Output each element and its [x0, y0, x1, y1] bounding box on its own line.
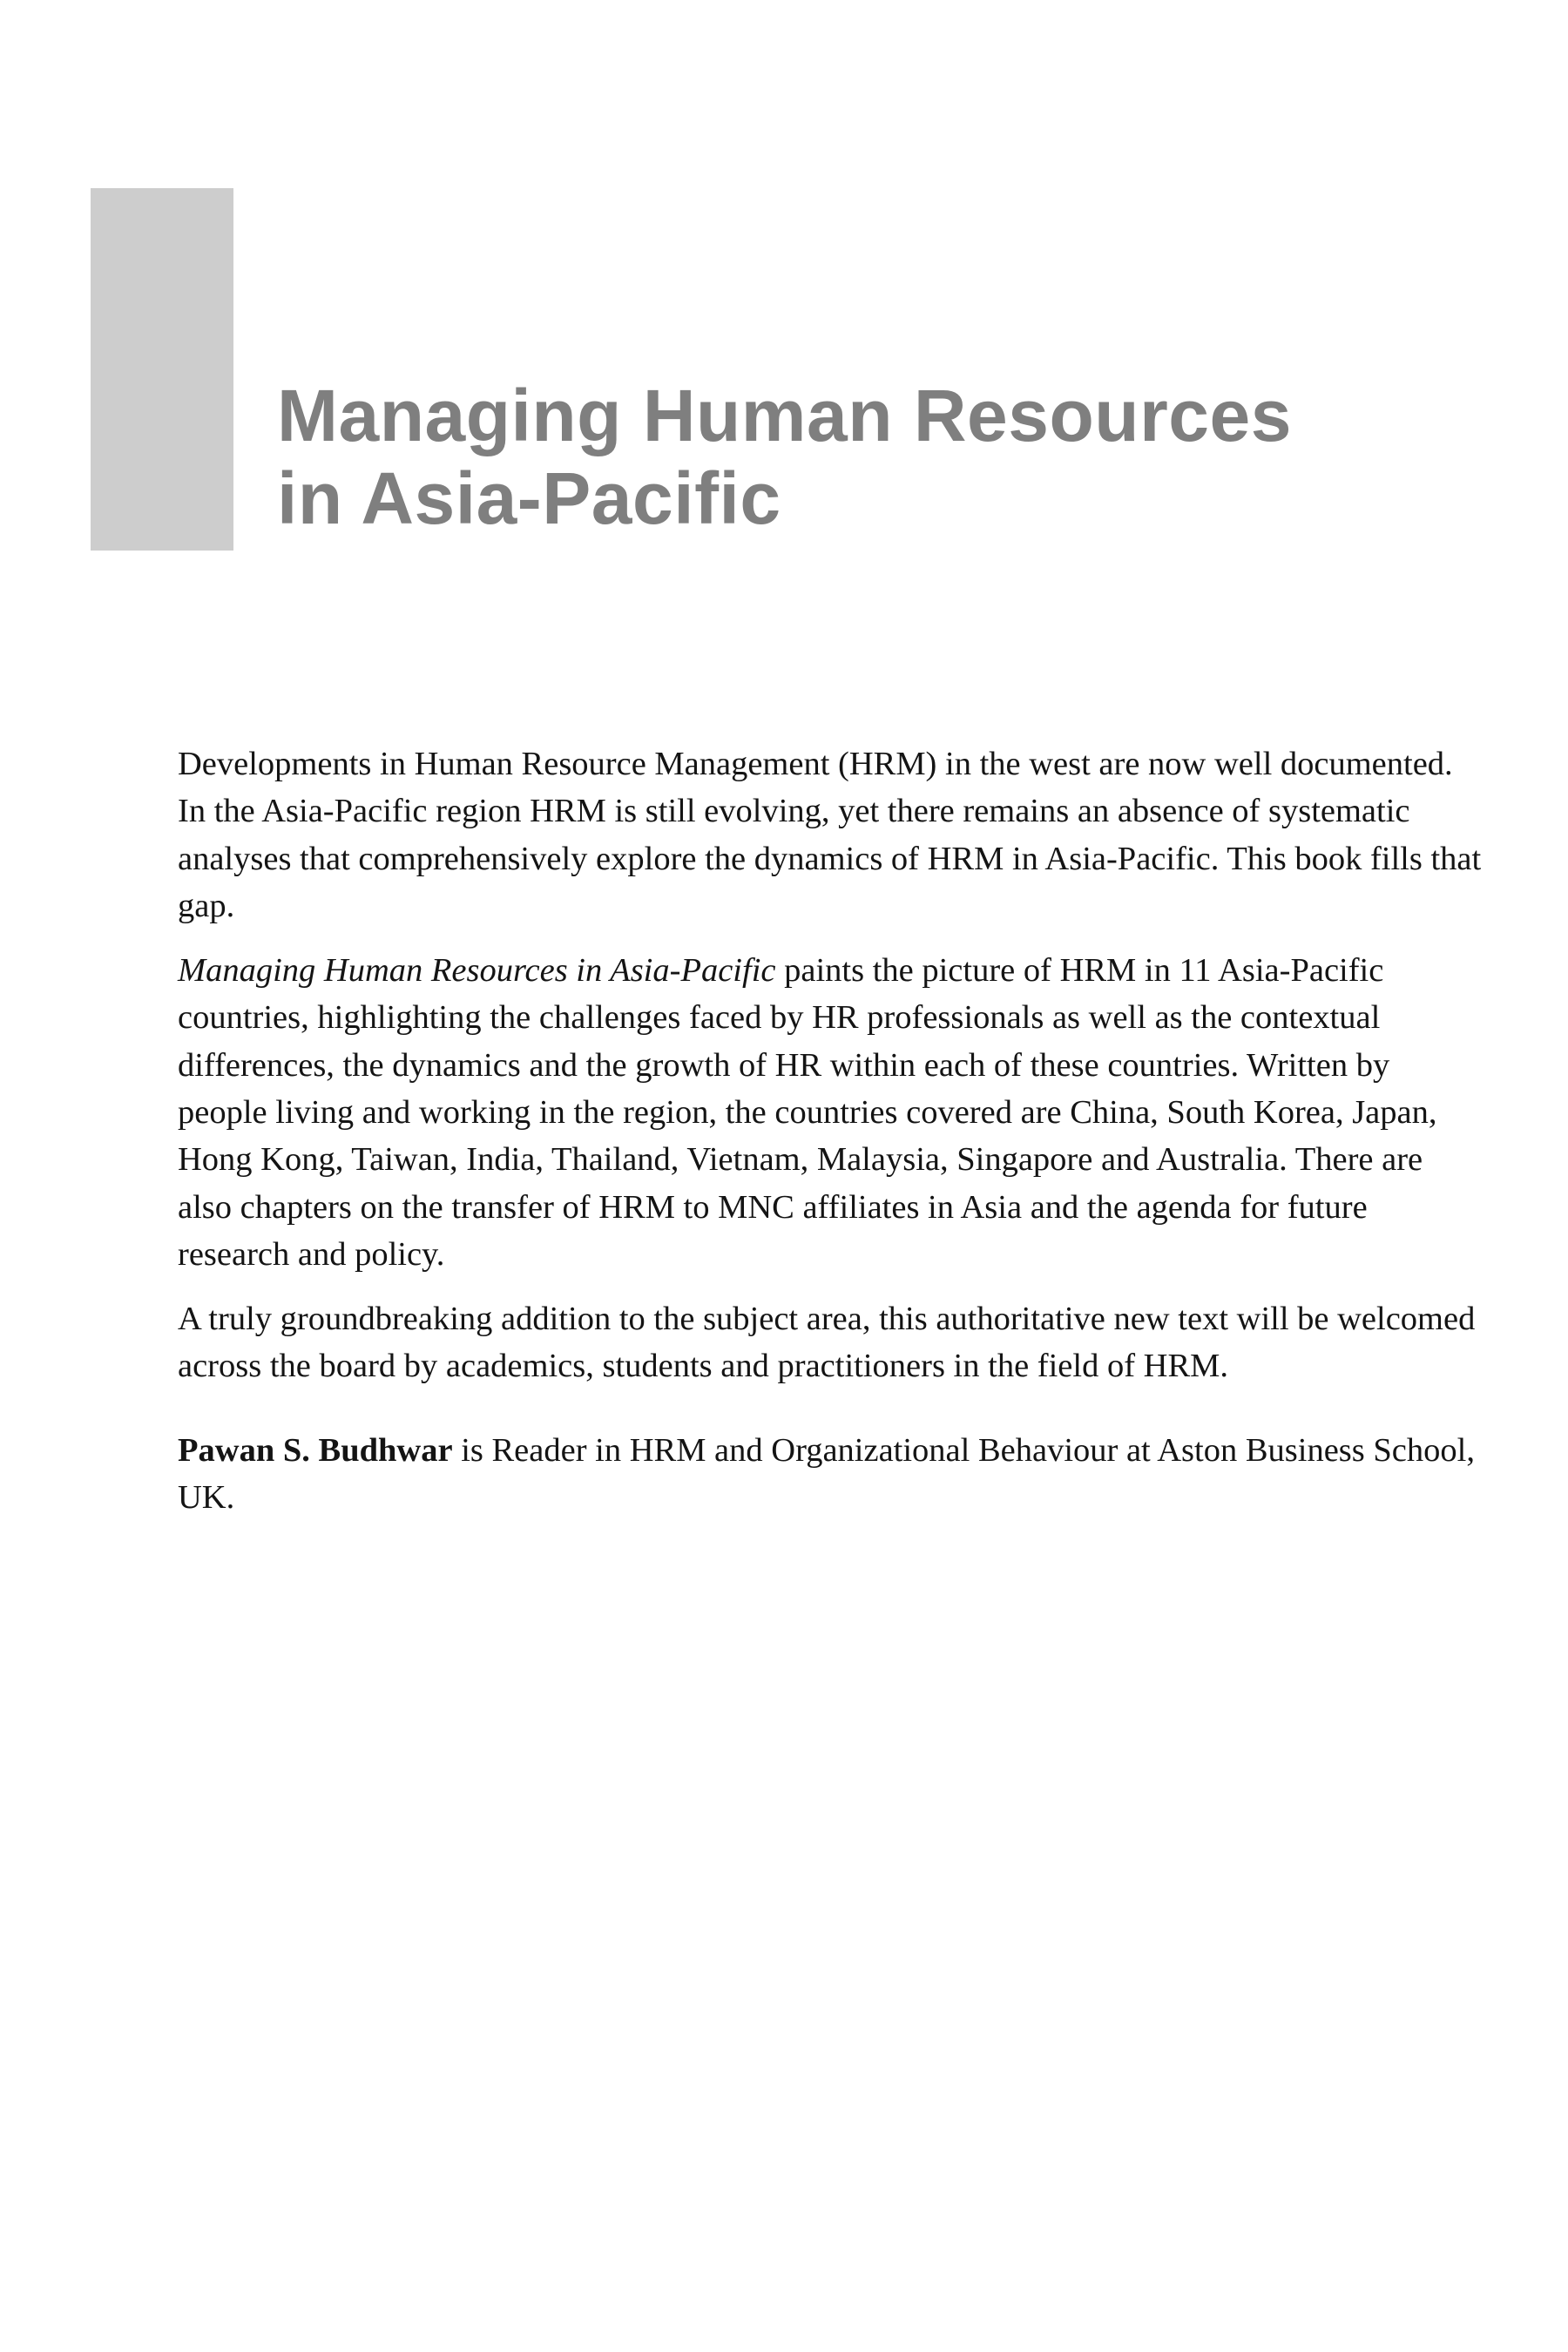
description-paragraph-1: Developments in Human Resource Management (HRM) in the west are now well documented. In the Asia-Pacific region HRM is still evolving, yet there remains an absence of systematic analyses that comprehensively explore the dynamics of HRM in Asia-Pacific. This book fills that gap. — [178, 746, 1482, 924]
book-title — [277, 375, 1409, 540]
description-paragraph-3: A truly groundbreaking addition to the subject area, this authoritative new text will be welcomed across the board by academics, students and practitioners in the field of HRM. — [178, 1301, 1476, 1385]
book-title-line-2: in Asia-Pacific — [277, 456, 781, 539]
description-paragraph-2-text: paints the picture of HRM in 11 Asia-Pacific countries, highlighting the challenges faced by HR professionals as well as the contextual differences, the dynamics and the growth of HR within each of these countries. Written by people living and working in the region, the countries covered are China, South Korea, Japan, Hong Kong, Taiwan, India, Thailand, Vietnam, Malaysia, Singapore and Australia. There are also chapters on the transfer of HRM to MNC affiliates in Asia and the agenda for future research and policy. — [178, 952, 1437, 1273]
title-accent-bar — [91, 188, 233, 551]
author-name: Pawan S. Budhwar — [178, 1431, 453, 1469]
description-paragraph-2 — [178, 947, 1484, 1278]
book-description — [178, 740, 1484, 1538]
author-bio-text: is Reader in HRM and Organizational Behaviour at Aston Business School, UK. — [178, 1431, 1475, 1516]
book-title-line-1: Managing Human Resources — [277, 375, 1292, 456]
book-title-italic: Managing Human Resources in Asia-Pacific — [178, 952, 776, 990]
author-bio — [178, 1427, 1484, 1522]
